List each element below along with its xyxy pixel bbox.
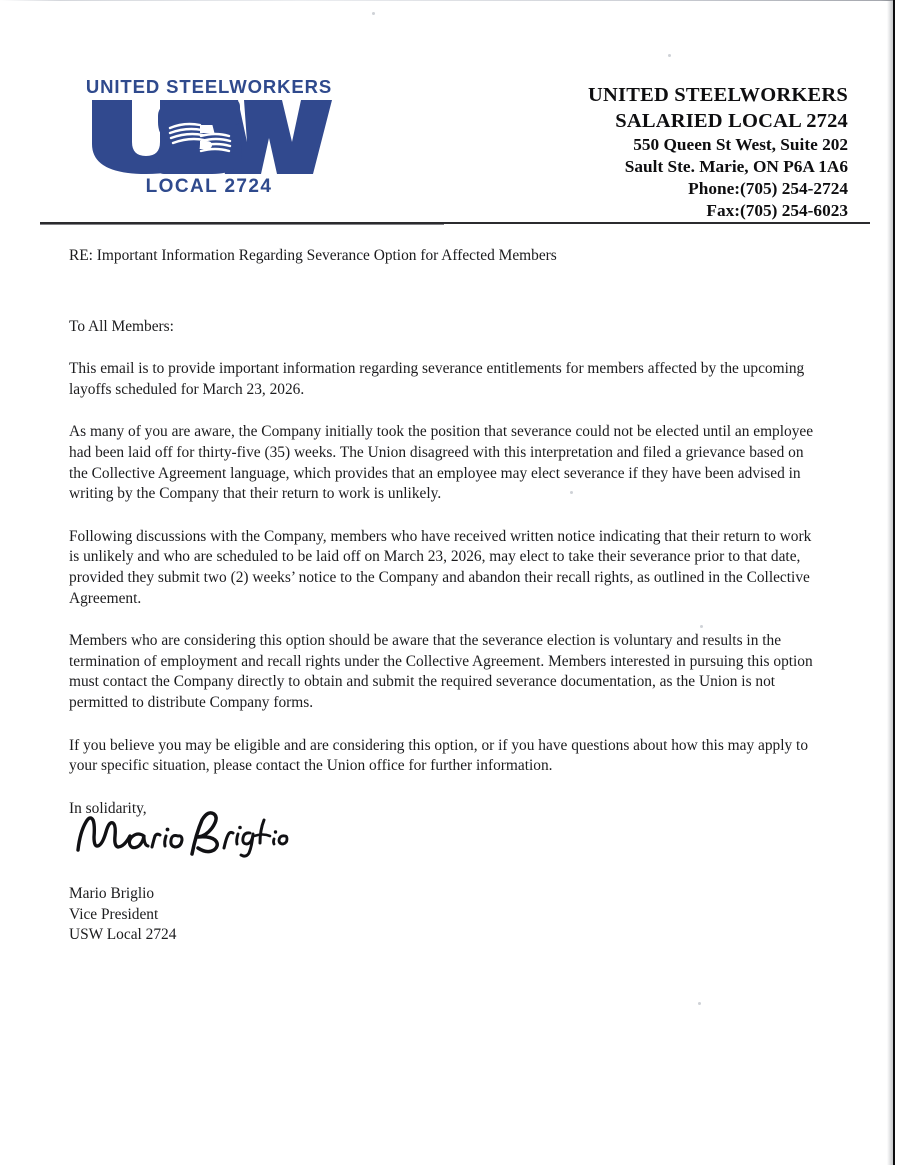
signer-organization: USW Local 2724 [69, 926, 177, 944]
address-line-fax: Fax:(705) 254-6023 [706, 200, 848, 220]
letter-body [69, 246, 821, 819]
address-line-phone: Phone:(705) 254-2724 [688, 178, 848, 198]
handwritten-signature [74, 806, 294, 868]
subject-line: RE: Important Information Regarding Severance Option for Affected Members [69, 247, 557, 264]
scan-top-edge-artifact [0, 0, 900, 1]
body-paragraph-5: If you believe you may be eligible and are considering this option, or if you have questions about how this may apply to your specific situation, please contact the Union office for further information. [69, 736, 809, 775]
scan-speck [372, 12, 375, 15]
letterhead-address [588, 82, 848, 222]
signer-title: Vice President [69, 905, 159, 923]
signer-name: Mario Briglio [69, 885, 155, 902]
usw-wordmark-icon [84, 98, 334, 176]
letterhead [0, 78, 900, 218]
scan-speck [698, 1002, 701, 1005]
scan-speck [668, 54, 671, 57]
address-line-org: UNITED STEELWORKERS [588, 84, 848, 106]
body-paragraph-4: Members who are considering this option should be aware that the severance election is voluntary and results in the termination of employment and recall rights under the Collective Agreement. Members interested in pursuing this option must contact the Company directly to obtain and submit the required severance documentation, as the Union is not permitted to distribute Company forms. [69, 632, 813, 711]
closing-line: In solidarity, [69, 799, 147, 817]
body-paragraph-1: This email is to provide important information regarding severance entitlements for members affected by the upcoming layoffs scheduled for March 23, 2026. [69, 360, 805, 398]
address-line-city: Sault Ste. Marie, ON P6A 1A6 [624, 157, 848, 177]
letterhead-divider [40, 222, 870, 224]
logo-bottom-text: LOCAL 2724 [145, 175, 273, 197]
salutation: To All Members: [69, 317, 174, 335]
address-line-local: SALARIED LOCAL 2724 [615, 110, 848, 133]
body-paragraph-2: As many of you are aware, the Company initially took the position that severance could not be elected until an employee had been laid off for thirty-five (35) weeks. The Union disagreed with this interpretation and filed a grievance based on the Collective Agreement language, which provides that an employee may elect severance if they have been advised in writing by the Company that their return to work is unlikely. [69, 423, 814, 503]
signature-block [69, 884, 176, 946]
body-paragraph-3: Following discussions with the Company, members who have received written notice indicating that their return to work is unlikely and who are scheduled to be laid off on March 23, 2026, may elect to take their severance prior to that date, provided they submit two (2) weeks’ notice to the Company and abandon their recall rights, as outlined in the Collective Agreement. [69, 527, 812, 607]
usw-logo [84, 78, 334, 196]
address-line-street: 550 Queen St West, Suite 202 [633, 135, 848, 155]
logo-top-text: UNITED STEELWORKERS [85, 76, 333, 97]
